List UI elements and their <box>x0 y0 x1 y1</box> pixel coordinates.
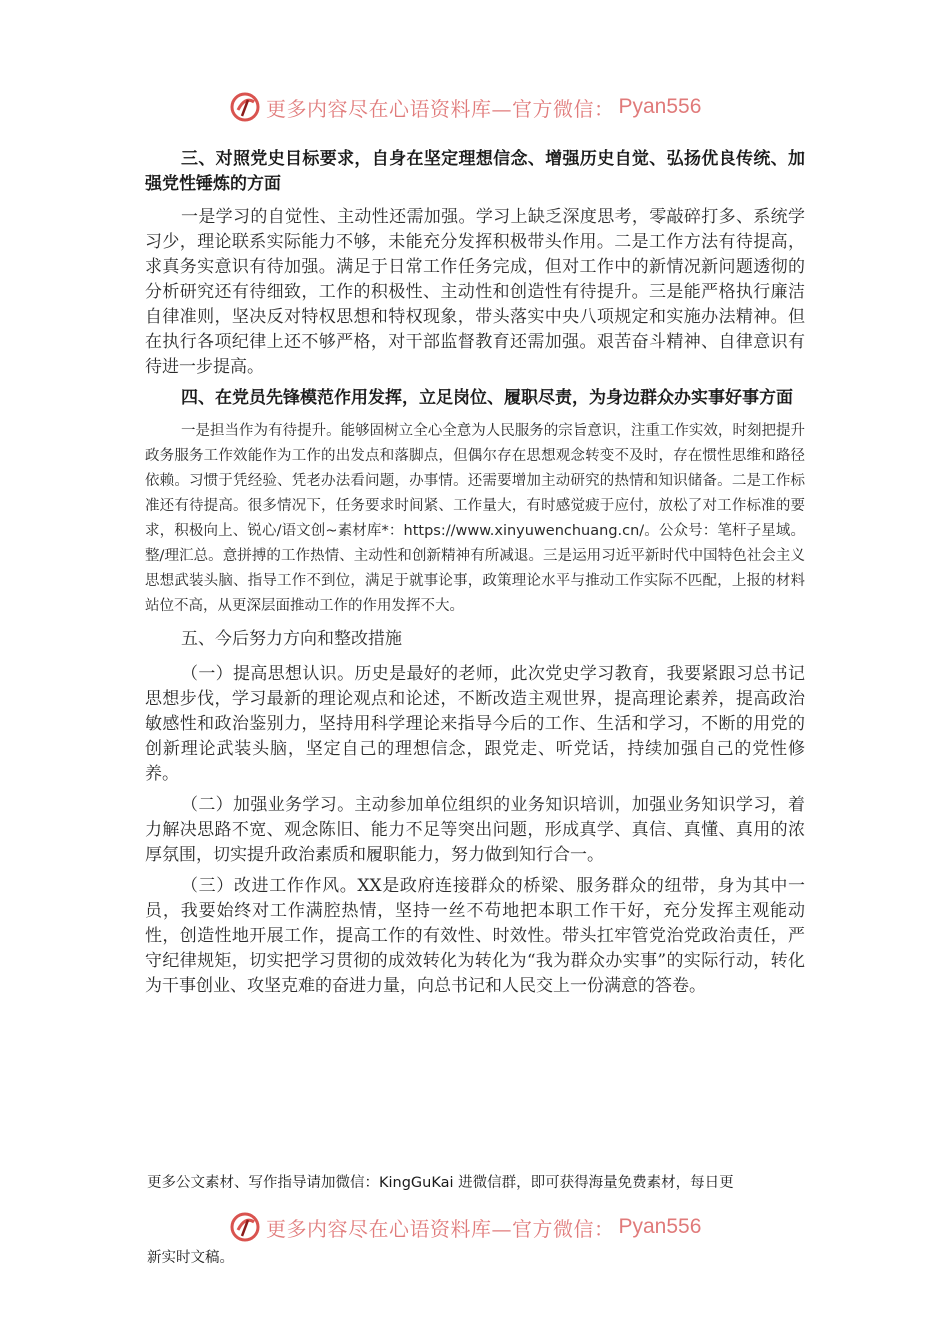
measure-item: （二）加强业务学习。主动参加单位组织的业务知识培训，加强业务知识学习，着力解决思路不宽、观念陈旧、能力不足等突出问题，形成真学、真信、真懂、真用的浓厚氛围，切实提升政治素质和履职能力，努力做到知行合一。 <box>145 795 805 865</box>
measure-item: （一）提高思想认识。历史是最好的老师，此次党史学习教育，我要紧跟习总书记思想步伐，学习最新的理论观点和论述，不断改造主观世界，提高理论素养，提高政治敏感性和政治鉴别力，坚持用科学理论来指导今后的工作、生活和学习，不断的用党的创新理论武装头脑，坚定自己的理想信念，跟党走、听党话，持续加强自己的党性修养。 <box>145 664 805 784</box>
section-three-heading: 三、对照党史目标要求，自身在坚定理想信念、增强历史自觉、弘扬优良传统、加强党性锤炼的方面 <box>145 149 805 194</box>
document-body <box>145 147 805 1005</box>
watermark-bottom <box>228 1210 701 1244</box>
watermark-text: 更多内容尽在心语资料库—官方微信： <box>266 96 615 121</box>
section-three-body: 一是学习的自觉性、主动性还需加强。学习上缺乏深度思考，零敲碎打多、系统学习少，理论联系实际能力不够，未能充分发挥积极带头作用。二是工作方法有待提高，求真务实意识有待加强。满足于日常工作任务完成，但对工作中的新情况新问题透彻的分析研究还有待细致，工作的积极性、主动性和创造性有待提升。三是能严格执行廉洁自律准则，坚决反对特权思想和特权现象，带头落实中央八项规定和实施办法精神。但在执行各项纪律上还不够严格，对干部监督教育还需加强。艰苦奋斗精神、自律意识有待进一步提高。 <box>145 207 805 377</box>
section-five-heading: 五、今后努力方向和整改措施 <box>181 629 402 649</box>
watermark-id: Pyan556 <box>618 95 702 118</box>
logo-icon <box>228 1210 262 1244</box>
watermark-text: 更多内容尽在心语资料库—官方微信： <box>266 1216 615 1241</box>
logo-icon <box>228 90 262 124</box>
watermark-id: Pyan556 <box>618 1215 702 1238</box>
footer-note-continued: 新实时文稿。 <box>147 1250 234 1266</box>
section-four-heading: 四、在党员先锋模范作用发挥，立足岗位、履职尽责，为身边群众办实事好事方面 <box>181 388 793 408</box>
footer-note: 更多公文素材、写作指导请加微信：KingGuKai 进微信群，即可获得海量免费素材，每日更 <box>147 1175 734 1191</box>
measure-item: （三）改进工作作风。XX是政府连接群众的桥梁、服务群众的纽带，身为其中一员，我要始终对工作满腔热情，坚持一丝不苟地把本职工作干好，充分发挥主观能动性，创造性地开展工作，提高工作的有效性、时效性。带头扛牢管党治党政治责任，严守纪律规矩，切实把学习贯彻的成效转化为转化为“我为群众办实事”的实际行动，转化为干事创业、攻坚克难的奋进力量，向总书记和人民交上一份满意的答卷。 <box>145 876 805 996</box>
watermark-top <box>228 90 701 124</box>
section-four-body: 一是担当作为有待提升。能够固树立全心全意为人民服务的宗旨意识，注重工作实效，时刻把提升政务服务工作效能作为工作的出发点和落脚点，但偶尔存在思想观念转变不及时，存在惯性思维和路径依赖。习惯于凭经验、凭老办法看问题，办事情。还需要增加主动研究的热情和知识储备。二是工作标准还有待提高。很多情况下，任务要求时间紧、工作量大，有时感觉疲于应付，放松了对工作标准的要求，积极向上、锐心/语文创~素材库*：https://www.xinyuwenchuang.cn/。公众号：笔杆子星域。整/理汇总。意拼搏的工作热情、主动性和创新精神有所减退。三是运用习近平新时代中国特色社会主义思想武装头脑、指导工作不到位，满足于就事论事，政策理论水平与推动工作实际不匹配，上报的材料站位不高，从更深层面推动工作的作用发挥不大。 <box>145 423 805 614</box>
